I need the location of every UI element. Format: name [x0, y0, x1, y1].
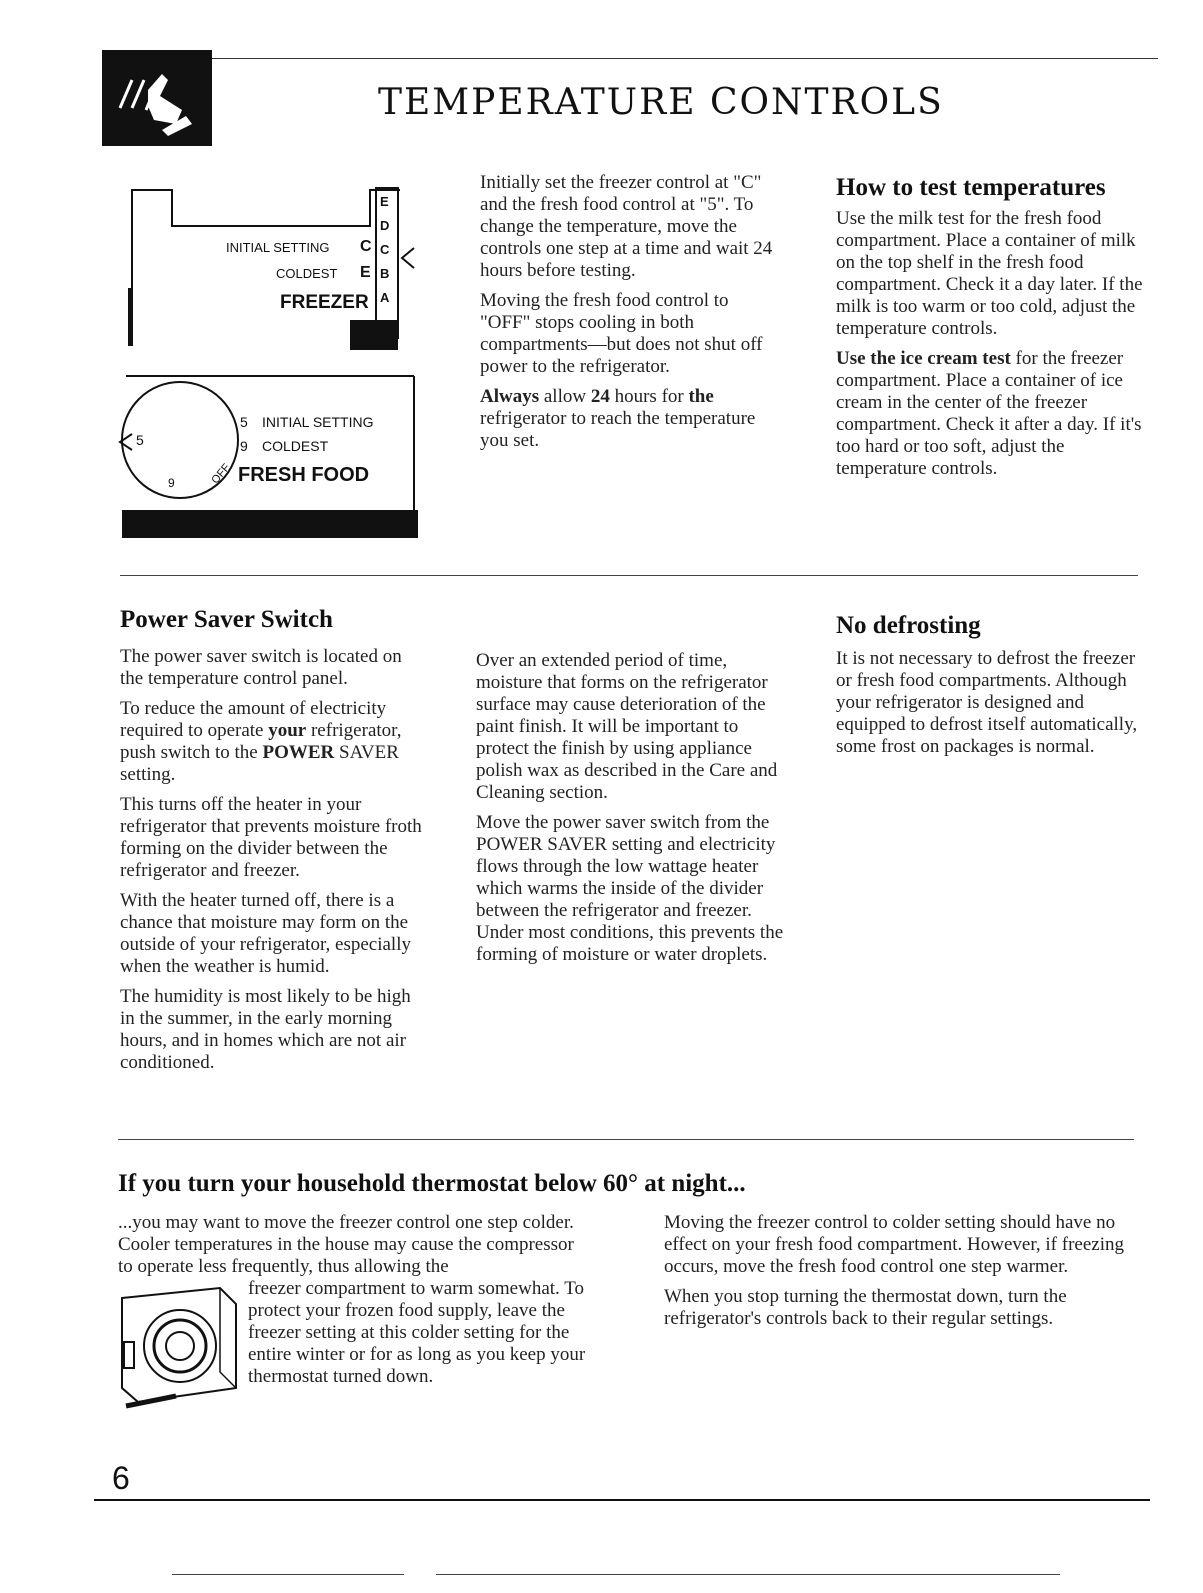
power-saver-p4: With the heater turned off, there is a chance that moisture may form on the outside of your refrigerator, especially when the weather is humid.	[120, 890, 411, 977]
fresh-initial-label: INITIAL SETTING	[262, 414, 374, 430]
power-saver-p5: The humidity is most likely to be high in the summer, in the early morning hours, and in homes which are not air conditioned.	[120, 986, 411, 1073]
thermostat-wrap-text	[248, 1278, 586, 1388]
thermostat-heading: If you turn your household thermostat below 60° at night...	[118, 1170, 746, 1197]
thermostat-p2: Moving the freezer control to colder setting should have no effect on your fresh food compartment. However, if freezing occurs, move the fresh food control one step warmer.	[664, 1212, 1124, 1277]
initial-setting-text	[480, 172, 780, 460]
wall-thermostat-icon	[116, 1284, 242, 1410]
power-saver-section	[120, 606, 426, 1082]
freezer-initial-label: INITIAL SETTING	[226, 240, 330, 255]
fresh-food-name: FRESH FOOD	[238, 464, 370, 486]
freezer-scale-d: D	[380, 218, 390, 233]
always-bold: Always	[480, 386, 540, 407]
fresh-coldest-label: COLDEST	[262, 438, 329, 454]
milk-test-text: Use the milk test for the fresh food compartment. Place a container of milk on the top shelf in the fresh food compartment. Check it a day later. If the milk is too warm or too cold, adjust the temperature controls.	[836, 208, 1143, 339]
power-saver-p3: This turns off the heater in your refrigerator that prevents moisture froth forming on the divider between the refrigerator and freezer.	[120, 794, 422, 881]
freezer-control-diagram	[124, 170, 434, 350]
footer-short-rule-right	[436, 1574, 1060, 1575]
freezer-initial-value: C	[360, 238, 372, 255]
fresh-initial-num: 5	[240, 414, 248, 430]
extended-p2: Move the power saver switch from the POWER SAVER setting and electricity flows through the low wattage heater which warms the inside of the divider between the refrigerator and freezer. Under most conditions, this prevents the forming of moisture or water droplets.	[476, 812, 784, 965]
thermostat-p1-lead: ...you may want to move the freezer control one step colder. Cooler temperatures in the house may cause the compressor to operate less frequently, thus allowing the	[118, 1212, 574, 1277]
extended-p1: Over an extended period of time, moisture that forms on the refrigerator surface may cause deterioration of the paint finish. It will be important to protect the finish by using appliance polish wax as described in the Care and Cleaning section.	[476, 650, 778, 803]
how-to-test-heading: How to test temperatures	[836, 174, 1106, 201]
how-to-test-section	[836, 174, 1144, 488]
no-defrosting-section	[836, 612, 1146, 766]
dial-mark-9: 9	[168, 476, 175, 490]
fresh-coldest-num: 9	[240, 438, 248, 454]
power-saver-p1: The power saver switch is located on the temperature control panel.	[120, 646, 402, 689]
page-title: TEMPERATURE CONTROLS	[378, 82, 944, 123]
no-defrosting-heading: No defrosting	[836, 612, 981, 639]
divider-1	[120, 575, 1138, 576]
footer-short-rule-left	[172, 1574, 404, 1575]
header-rule	[106, 58, 1158, 59]
initial-setting-p3: Always allow 24 hours for the refrigerator to reach the temperature you set.	[480, 386, 756, 451]
fresh-food-control-diagram	[118, 372, 428, 540]
hand-pressing-icon	[102, 50, 212, 146]
extended-period-text	[476, 650, 788, 974]
footer-rule	[94, 1499, 1150, 1501]
thermostat-right-text	[664, 1212, 1134, 1338]
dial-mark-off: OFF	[209, 461, 233, 487]
initial-setting-p2: Moving the fresh food control to "OFF" stops cooling in both compartments—but does not shut off power to the refrigerator.	[480, 290, 763, 377]
freezer-coldest-label: COLDEST	[276, 266, 338, 281]
thermostat-p3: When you stop turning the thermostat down, turn the refrigerator's controls back to their regular settings.	[664, 1286, 1067, 1329]
power-saver-p2: To reduce the amount of electricity required to operate your refrigerator, push switch to the POWER SAVER setting.	[120, 698, 402, 785]
freezer-coldest-value: E	[360, 264, 371, 281]
dial-mark-5: 5	[136, 432, 144, 448]
freezer-scale-b: B	[380, 266, 390, 281]
no-defrosting-p1: It is not necessary to defrost the freezer or fresh food compartments. Although your refrigerator is designed and equipped to defrost itself automatically, some frost on packages is normal.	[836, 648, 1138, 757]
freezer-scale-e: E	[380, 194, 389, 209]
freezer-scale-c: C	[380, 242, 390, 257]
freezer-scale-a: A	[380, 290, 390, 305]
power-saver-heading: Power Saver Switch	[120, 606, 333, 633]
freezer-name: FREEZER	[280, 292, 369, 313]
initial-setting-p1: Initially set the freezer control at "C" and the fresh food control at "5". To change the temperature, move the controls one step at a time and wait 24 hours before testing.	[480, 172, 773, 281]
page-number: 6	[112, 1460, 130, 1496]
thermostat-lead-text	[118, 1212, 588, 1278]
freezer-scale	[380, 194, 398, 314]
ice-cream-test-text: Use the ice cream test for the freezer compartment. Place a container of ice cream in the center of the freezer compartment. Check it after a day. If it's too hard or too soft, adjust the temperature controls.	[836, 348, 1142, 479]
divider-2	[118, 1139, 1134, 1140]
thermostat-p1-wrap: freezer compartment to warm somewhat. To protect your frozen food supply, leave the freezer setting at this colder setting for the entire winter or for as long as you keep your thermostat turned down.	[248, 1278, 586, 1387]
